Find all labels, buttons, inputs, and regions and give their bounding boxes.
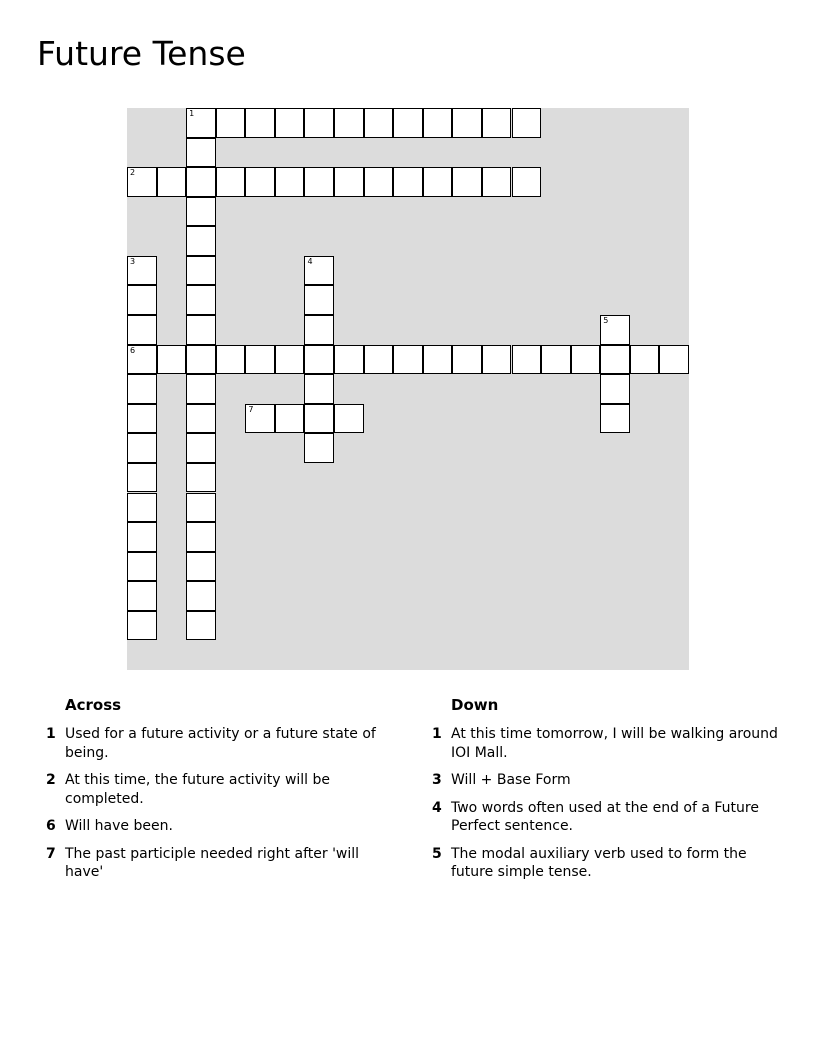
crossword-cell[interactable] bbox=[186, 581, 216, 611]
clue-text: The past participle needed right after 'will have' bbox=[65, 845, 360, 880]
crossword-cell[interactable] bbox=[512, 167, 542, 197]
clue-number: 2 bbox=[46, 772, 56, 788]
crossword-cell[interactable] bbox=[127, 256, 157, 286]
crossword-cell[interactable] bbox=[423, 345, 453, 375]
crossword-cell[interactable] bbox=[304, 404, 334, 434]
clue-number: 6 bbox=[46, 818, 56, 834]
clue-across-2 bbox=[46, 771, 401, 808]
crossword-cell[interactable] bbox=[571, 345, 601, 375]
crossword-cell[interactable] bbox=[393, 167, 423, 197]
crossword-cell[interactable] bbox=[630, 345, 660, 375]
clue-text: Will have been. bbox=[65, 818, 173, 834]
crossword-cell[interactable] bbox=[275, 167, 305, 197]
crossword-cell[interactable] bbox=[304, 345, 334, 375]
crossword-cell[interactable] bbox=[482, 108, 512, 138]
crossword-cell[interactable] bbox=[334, 404, 364, 434]
crossword-cell[interactable] bbox=[423, 108, 453, 138]
clue-number: 7 bbox=[46, 845, 56, 862]
crossword-cell[interactable] bbox=[127, 581, 157, 611]
crossword-cell[interactable] bbox=[186, 226, 216, 256]
crossword-cell[interactable] bbox=[482, 345, 512, 375]
clue-text: The modal auxiliary verb used to form the future simple tense. bbox=[451, 845, 747, 880]
crossword-cell[interactable] bbox=[127, 374, 157, 404]
crossword-cell[interactable] bbox=[334, 345, 364, 375]
across-clues bbox=[46, 695, 401, 891]
crossword-cell[interactable] bbox=[452, 345, 482, 375]
crossword-cell[interactable] bbox=[393, 108, 423, 138]
crossword-cell[interactable] bbox=[127, 493, 157, 523]
crossword-cell[interactable] bbox=[127, 433, 157, 463]
crossword-cell[interactable] bbox=[186, 374, 216, 404]
crossword-cell[interactable] bbox=[423, 167, 453, 197]
crossword-cell[interactable] bbox=[334, 167, 364, 197]
clue-number: 4 bbox=[432, 799, 442, 816]
crossword-cell[interactable] bbox=[364, 345, 394, 375]
crossword-cell[interactable] bbox=[127, 315, 157, 345]
clue-down-1 bbox=[432, 725, 782, 762]
crossword-cell[interactable] bbox=[304, 167, 334, 197]
crossword-cell[interactable] bbox=[127, 552, 157, 582]
crossword-cell[interactable] bbox=[393, 345, 423, 375]
clue-text: At this time, the future activity will be completed. bbox=[65, 772, 331, 807]
crossword-cell[interactable] bbox=[659, 345, 689, 375]
crossword-cell[interactable] bbox=[186, 285, 216, 315]
crossword-cell[interactable] bbox=[186, 463, 216, 493]
crossword-cell[interactable] bbox=[304, 433, 334, 463]
crossword-cell[interactable] bbox=[275, 404, 305, 434]
crossword-cell[interactable] bbox=[127, 404, 157, 434]
clue-down-5 bbox=[432, 845, 782, 882]
crossword-cell[interactable] bbox=[127, 167, 157, 197]
crossword-cell[interactable] bbox=[186, 108, 216, 138]
crossword-cell[interactable] bbox=[245, 108, 275, 138]
crossword-cell[interactable] bbox=[216, 167, 246, 197]
crossword-cell[interactable] bbox=[157, 167, 187, 197]
clue-text: Will + Base Form bbox=[451, 772, 571, 788]
crossword-cell[interactable] bbox=[186, 522, 216, 552]
cell-number: 6 bbox=[130, 345, 136, 355]
crossword-cell[interactable] bbox=[304, 285, 334, 315]
crossword-cell[interactable] bbox=[364, 167, 394, 197]
crossword-cell[interactable] bbox=[304, 315, 334, 345]
down-clues bbox=[432, 695, 782, 891]
crossword-cell[interactable] bbox=[512, 345, 542, 375]
crossword-cell[interactable] bbox=[186, 433, 216, 463]
crossword-cell[interactable] bbox=[186, 552, 216, 582]
crossword-cell[interactable] bbox=[334, 108, 364, 138]
page-title: Future Tense bbox=[37, 34, 246, 73]
clue-number: 3 bbox=[432, 772, 442, 788]
crossword-cell[interactable] bbox=[364, 108, 394, 138]
crossword-cell[interactable] bbox=[186, 493, 216, 523]
clue-across-6 bbox=[46, 817, 401, 836]
crossword-cell[interactable] bbox=[304, 374, 334, 404]
crossword-cell[interactable] bbox=[600, 404, 630, 434]
crossword-cell[interactable] bbox=[512, 108, 542, 138]
crossword-cell[interactable] bbox=[186, 167, 216, 197]
crossword-cell[interactable] bbox=[245, 345, 275, 375]
clue-number: 1 bbox=[432, 726, 442, 742]
clue-text: Used for a future activity or a future state of being. bbox=[65, 726, 376, 761]
crossword-cell[interactable] bbox=[216, 108, 246, 138]
cell-number: 3 bbox=[130, 256, 136, 266]
crossword-cell[interactable] bbox=[157, 345, 187, 375]
crossword-cell[interactable] bbox=[186, 197, 216, 227]
crossword-cell[interactable] bbox=[186, 345, 216, 375]
clue-across-1 bbox=[46, 725, 401, 762]
crossword-cell[interactable] bbox=[245, 404, 275, 434]
crossword-cell[interactable] bbox=[216, 345, 246, 375]
clue-number: 1 bbox=[46, 726, 56, 742]
cell-number: 5 bbox=[603, 316, 609, 326]
crossword-cell[interactable] bbox=[186, 138, 216, 168]
clue-down-4 bbox=[432, 799, 782, 836]
cell-number: 7 bbox=[248, 404, 254, 414]
crossword-cell[interactable] bbox=[600, 345, 630, 375]
crossword-cell[interactable] bbox=[186, 404, 216, 434]
crossword-cell[interactable] bbox=[186, 315, 216, 345]
clue-across-7 bbox=[46, 845, 401, 882]
crossword-cell[interactable] bbox=[541, 345, 571, 375]
across-heading: Across bbox=[65, 696, 122, 714]
crossword-cell[interactable] bbox=[304, 256, 334, 286]
crossword-cell[interactable] bbox=[186, 256, 216, 286]
crossword-grid bbox=[127, 108, 689, 670]
crossword-cell[interactable] bbox=[304, 108, 334, 138]
crossword-cell[interactable] bbox=[452, 108, 482, 138]
crossword-cell[interactable] bbox=[275, 108, 305, 138]
crossword-cell[interactable] bbox=[452, 167, 482, 197]
crossword-cell[interactable] bbox=[127, 345, 157, 375]
clue-text: Two words often used at the end of a Future Perfect sentence. bbox=[451, 799, 759, 834]
crossword-cell[interactable] bbox=[482, 167, 512, 197]
cell-number: 4 bbox=[307, 256, 313, 266]
crossword-cell[interactable] bbox=[600, 374, 630, 404]
down-heading: Down bbox=[451, 696, 499, 714]
clue-text: At this time tomorrow, I will be walking around IOI Mall. bbox=[451, 726, 778, 761]
crossword-cell[interactable] bbox=[245, 167, 275, 197]
clue-number: 5 bbox=[432, 845, 442, 862]
clue-down-3 bbox=[432, 771, 782, 790]
crossword-cell[interactable] bbox=[127, 463, 157, 493]
crossword-cell[interactable] bbox=[127, 522, 157, 552]
crossword-cell[interactable] bbox=[600, 315, 630, 345]
crossword-cell[interactable] bbox=[275, 345, 305, 375]
crossword-cell[interactable] bbox=[186, 611, 216, 641]
cell-number: 1 bbox=[189, 109, 195, 118]
crossword-cell[interactable] bbox=[127, 611, 157, 641]
cell-number: 2 bbox=[130, 168, 136, 178]
crossword-cell[interactable] bbox=[127, 285, 157, 315]
